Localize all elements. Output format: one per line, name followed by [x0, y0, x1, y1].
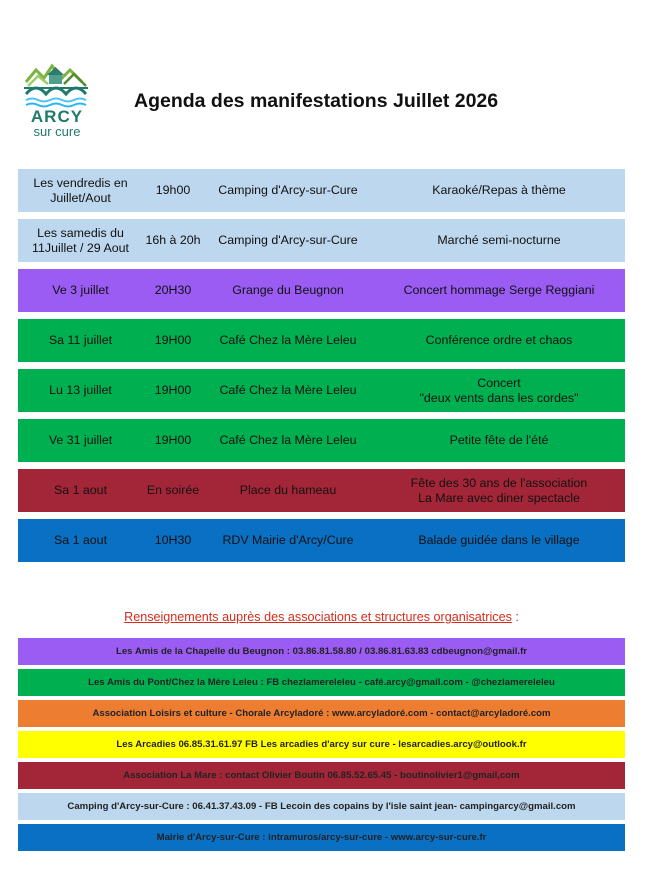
event-time: 16h à 20h	[145, 233, 201, 248]
event-venue: Camping d'Arcy-sur-Cure	[218, 183, 358, 198]
event-date: Sa 1 aout	[53, 483, 108, 498]
event-venue: Café Chez la Mère Leleu	[219, 383, 357, 398]
village-bridge-icon	[22, 58, 92, 108]
contact-row	[18, 793, 625, 820]
event-date: Ve 31 juillet	[48, 433, 113, 448]
contact-text: Camping d'Arcy-sur-Cure : 06.41.37.43.09 - FB Lecoin des copains by l'isle saint jean- campingarcy@gmail.com	[67, 801, 576, 812]
event-description: Karaoké/Repas à thème	[432, 183, 566, 198]
event-description: Fête des 30 ans de l'association La Mare avec diner spectacle	[410, 475, 588, 505]
event-time: 19H00	[154, 383, 192, 398]
event-date: Les samedis du 11Juillet / 29 Aout	[32, 225, 129, 255]
event-venue: Café Chez la Mère Leleu	[219, 333, 357, 348]
event-description: Conférence ordre et chaos	[425, 333, 573, 348]
contact-row	[18, 762, 625, 789]
event-time: 19H00	[154, 333, 192, 348]
info-heading-text: Renseignements auprès des associations et structures organisatrices	[124, 610, 512, 624]
event-venue: Place du hameau	[239, 483, 337, 498]
event-description: Marché semi-nocturne	[437, 233, 561, 248]
contact-row	[18, 669, 625, 696]
event-venue: Grange du Beugnon	[232, 283, 344, 298]
contact-text: Les Amis du Pont/Chez la Mère Leleu : FB chezlamereleleu - café.arcy@gmail.com - @chezlamereleleu	[88, 677, 555, 688]
event-date: Les vendredis en Juillet/Aout	[33, 175, 128, 205]
event-venue: RDV Mairie d'Arcy/Cure	[222, 533, 354, 548]
event-date: Sa 11 juillet	[48, 333, 113, 348]
contact-text: Les Arcadies 06.85.31.61.97 FB Les arcadies d'arcy sur cure - lesarcadies.arcy@outlook.fr	[116, 739, 527, 750]
contact-row	[18, 638, 625, 665]
logo-sur-cure-text: sur cure	[33, 124, 81, 139]
event-description: Concert "deux vents dans les cordes"	[419, 375, 579, 405]
event-row	[18, 369, 625, 412]
contact-row	[18, 824, 625, 851]
event-date: Lu 13 juillet	[49, 383, 112, 398]
event-date: Ve 3 juillet	[52, 283, 109, 298]
contact-row	[18, 731, 625, 758]
event-venue: Café Chez la Mère Leleu	[219, 433, 357, 448]
event-description: Balade guidée dans le village	[418, 533, 580, 548]
event-time: 10H30	[154, 533, 192, 548]
event-description: Concert hommage Serge Reggiani	[403, 283, 595, 298]
info-heading	[18, 610, 625, 624]
page-title: Agenda des manifestations Juillet 2026	[134, 90, 499, 112]
event-row	[18, 169, 625, 212]
event-row	[18, 419, 625, 462]
event-time: 20H30	[154, 283, 192, 298]
events-table	[18, 169, 625, 569]
event-row	[18, 269, 625, 312]
event-description: Petite fête de l'été	[449, 433, 549, 448]
event-row	[18, 519, 625, 562]
arcy-logo	[22, 58, 92, 142]
event-time: En soirée	[146, 483, 200, 498]
event-row	[18, 469, 625, 512]
contact-text: Association La Mare : contact Olivier Boutin 06.85.52.65.45 - boutinolivier1@gmail,com	[123, 770, 520, 781]
event-venue: Camping d'Arcy-sur-Cure	[218, 233, 358, 248]
event-date: Sa 1 aout	[53, 533, 108, 548]
contact-text: Mairie d'Arcy-sur-Cure : intramuros/arcy-sur-cure - www.arcy-sur-cure.fr	[156, 832, 487, 843]
event-row	[18, 219, 625, 262]
contacts-list	[18, 638, 625, 855]
logo-arcy-text: ARCY	[30, 107, 84, 126]
contact-row	[18, 700, 625, 727]
contact-text: Association Loisirs et culture - Chorale Arcyladoré : www.arcyladoré.com - contact@arcyladoré.com	[92, 708, 551, 719]
event-row	[18, 319, 625, 362]
contact-text: Les Amis de la Chapelle du Beugnon : 03.86.81.58.80 / 03.86.81.63.83 cdbeugnon@gmail.fr	[115, 646, 528, 657]
info-heading-colon: :	[511, 610, 519, 624]
event-time: 19H00	[154, 433, 192, 448]
event-time: 19h00	[155, 183, 191, 198]
